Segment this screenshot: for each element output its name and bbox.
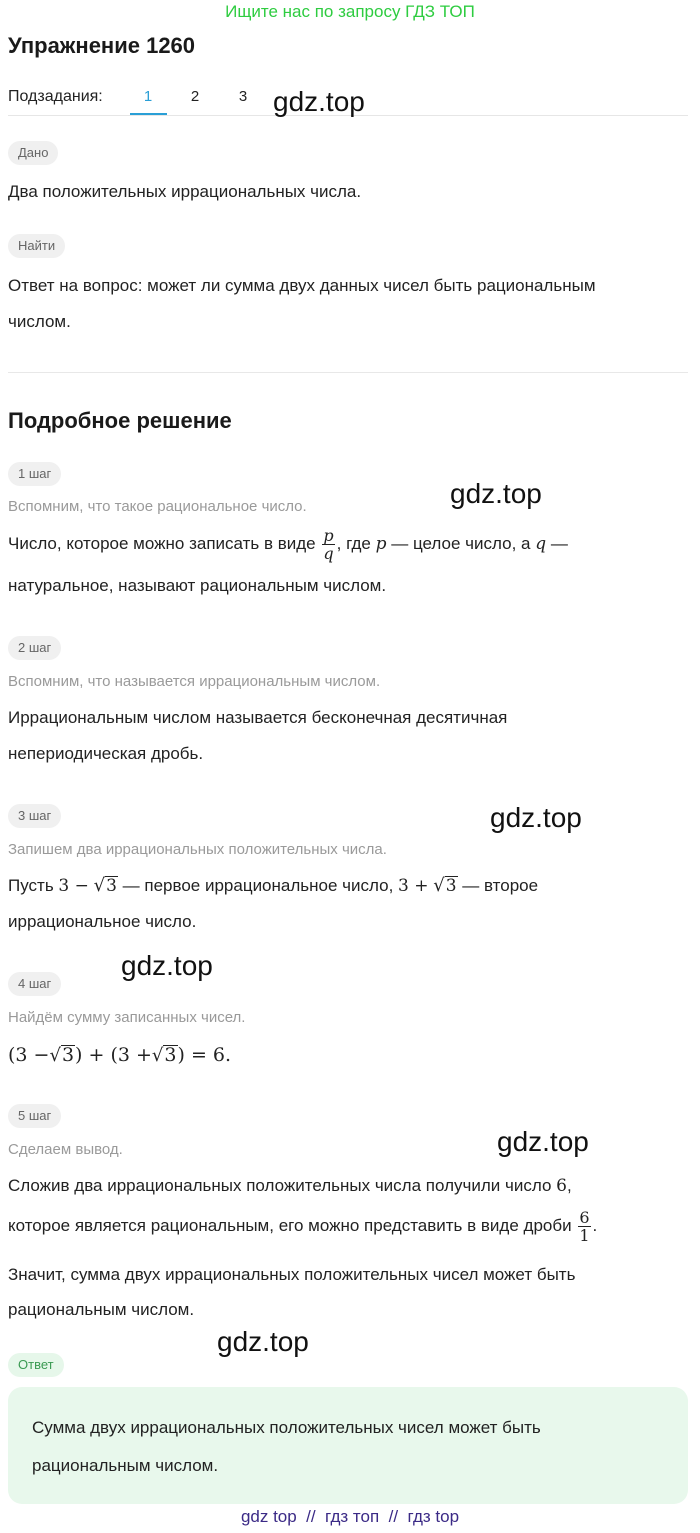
step-4-hint: Найдём сумму записанных чисел. — [8, 1009, 246, 1026]
watermark: gdz.top — [217, 1326, 309, 1357]
step-3-line1: Пусть 3 − √3 — первое иррациональное число, 3 + √3 — второе — [8, 873, 538, 899]
watermark: gdz.top — [490, 802, 582, 833]
given-tag: Дано — [8, 141, 58, 165]
footer-links[interactable]: gdz top // гдз топ // гдз top — [240, 1507, 460, 1526]
tab-subtask-1[interactable]: 1 — [143, 88, 153, 105]
watermark: gdz.top — [450, 478, 542, 509]
sqrt-3: √3 — [93, 875, 117, 896]
find-text-line2: числом. — [8, 312, 71, 331]
answer-box — [8, 1387, 688, 1504]
promo-banner[interactable]: Ищите нас по запросу ГДЗ ТОП — [225, 2, 475, 21]
answer-line2: рациональным числом. — [32, 1456, 219, 1475]
subtasks-label: Подзадания: — [8, 88, 103, 105]
section-divider — [8, 372, 688, 373]
step-2-line1: Иррациональным числом называется бесконечная десятичная — [8, 708, 508, 727]
watermark: gdz.top — [497, 1126, 589, 1157]
sqrt-3: √3 — [151, 1044, 177, 1066]
step-5-line4: рациональным числом. — [8, 1300, 195, 1319]
step-5-tag: 5 шаг — [8, 1104, 61, 1128]
step-4-equation: (3 −√3) + (3 +√3) = 6. — [8, 1041, 231, 1070]
step-1-tag: 1 шаг — [8, 462, 61, 486]
step-5-line3: Значит, сумма двух иррациональных положительных чисел может быть — [8, 1265, 576, 1284]
step-1-line1: Число, которое можно записать в виде $\frac{p}{q}$ , где p — целое число, а q — — [8, 526, 568, 564]
answer-tag: Ответ — [8, 1353, 64, 1377]
step-1-hint: Вспомним, что такое рациональное число. — [8, 498, 307, 515]
step-5-hint: Сделаем вывод. — [8, 1141, 123, 1158]
step-3-line2: иррациональное число. — [8, 912, 197, 931]
step-5-line1: Сложив два иррациональных положительных числа получили число 6, — [8, 1176, 572, 1196]
step-1-line2: натуральное, называют рациональным числом. — [8, 576, 387, 595]
step-4-tag: 4 шаг — [8, 972, 61, 996]
page-title: Упражнение 1260 — [8, 33, 196, 58]
step-3-tag: 3 шаг — [8, 804, 61, 828]
sqrt-3: √3 — [433, 875, 457, 896]
step-2-line2: непериодическая дробь. — [8, 744, 204, 763]
watermark: gdz.top — [121, 950, 213, 981]
tab-subtask-2[interactable]: 2 — [190, 88, 200, 105]
watermark: gdz.top — [273, 86, 365, 117]
tab-subtask-3[interactable]: 3 — [238, 88, 248, 105]
step-2-tag: 2 шаг — [8, 636, 61, 660]
step-3-hint: Запишем два иррациональных положительных числа. — [8, 841, 387, 858]
step-2-hint: Вспомним, что называется иррациональным числом. — [8, 673, 381, 690]
sqrt-3: √3 — [49, 1044, 75, 1066]
fraction-6-over-1: $\frac{6}{1}$ — [579, 1208, 590, 1246]
fraction-p-over-q: $\frac{p}{q}$ — [323, 526, 334, 564]
find-tag: Найти — [8, 234, 65, 258]
step-5-line2: которое является рациональным, его можно представить в виде дроби $\frac{6}{1}$ . — [8, 1208, 598, 1246]
solution-title: Подробное решение — [8, 408, 232, 433]
answer-line1: Сумма двух иррациональных положительных чисел может быть — [32, 1418, 541, 1437]
find-text-line1: Ответ на вопрос: может ли сумма двух данных чисел быть рациональным — [8, 276, 596, 295]
given-text: Два положительных иррациональных числа. — [8, 182, 362, 201]
